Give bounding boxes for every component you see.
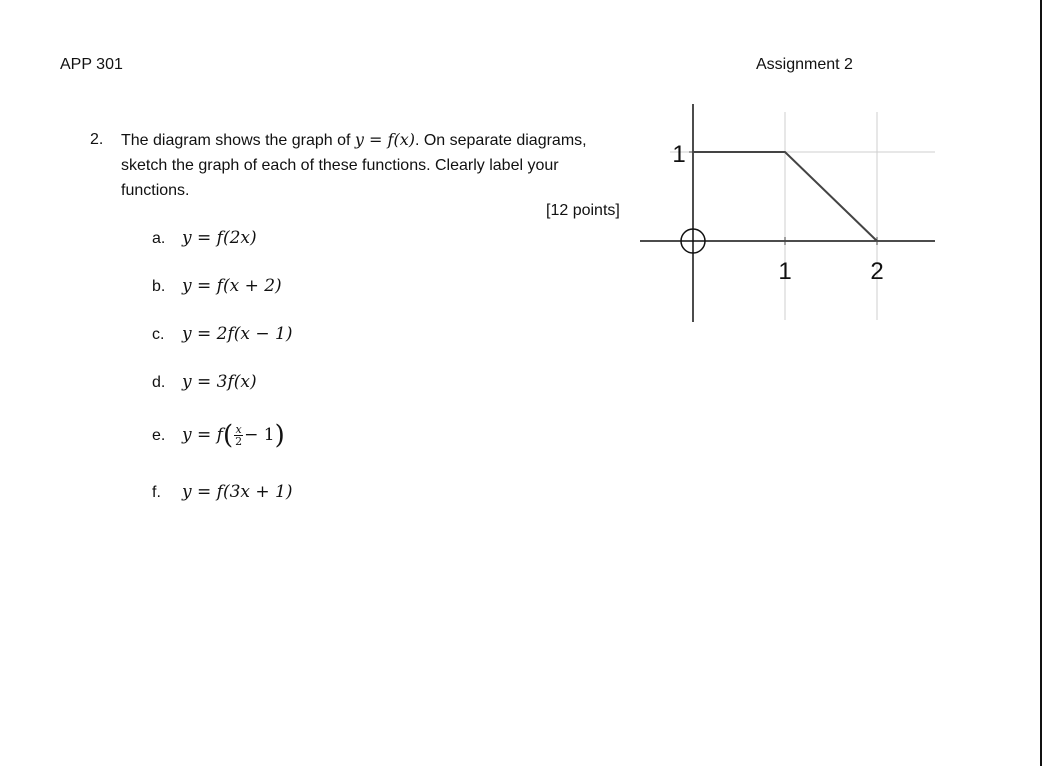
eq-tail: − 1 (244, 424, 275, 445)
open-paren: ( (222, 420, 234, 450)
assignment-title: Assignment 2 (756, 56, 853, 73)
x-tick-label-2: 2 (870, 258, 884, 285)
graph-ticks (689, 152, 877, 245)
item-equation: y = f(3x + 1) (182, 482, 293, 502)
item-a (152, 228, 257, 248)
y-tick-label: 1 (672, 141, 686, 168)
item-label: d. (152, 374, 166, 391)
item-label: c. (152, 326, 165, 343)
item-c (152, 324, 292, 344)
question-function: y = f(x) (354, 130, 415, 149)
item-equation (182, 420, 285, 450)
item-equation: y = f(2x) (182, 228, 257, 248)
question-text-before: The diagram shows the graph of (121, 132, 355, 149)
fraction-numerator: x (235, 422, 242, 436)
item-label: e. (152, 426, 166, 444)
course-code: APP 301 (60, 56, 123, 73)
question-text (121, 127, 631, 203)
question-text-after: . On separate diagrams, sketch the graph of each of these functions. Clearly label your functions. (121, 132, 587, 199)
item-b (152, 276, 282, 296)
item-equation: y = 3f(x) (182, 372, 257, 392)
question-number: 2. (90, 131, 104, 148)
item-label: b. (152, 278, 166, 295)
item-label: a. (152, 230, 166, 247)
close-paren: ) (274, 420, 285, 450)
item-equation: y = f(x + 2) (182, 276, 282, 296)
item-f (152, 482, 292, 502)
page-border (1040, 0, 1042, 766)
fraction-denominator: 2 (235, 434, 243, 448)
item-d (152, 372, 257, 392)
graph-grid (670, 112, 935, 320)
points-value: [12 points] (546, 202, 620, 219)
item-equation: y = 2f(x − 1) (182, 324, 293, 344)
fraction (234, 424, 243, 447)
eq-prefix: y = f (182, 424, 223, 445)
graph-axes (640, 104, 935, 322)
item-e (152, 420, 285, 450)
x-tick-label-1: 1 (778, 258, 792, 285)
function-graph (630, 100, 940, 330)
item-label: f. (152, 484, 161, 501)
